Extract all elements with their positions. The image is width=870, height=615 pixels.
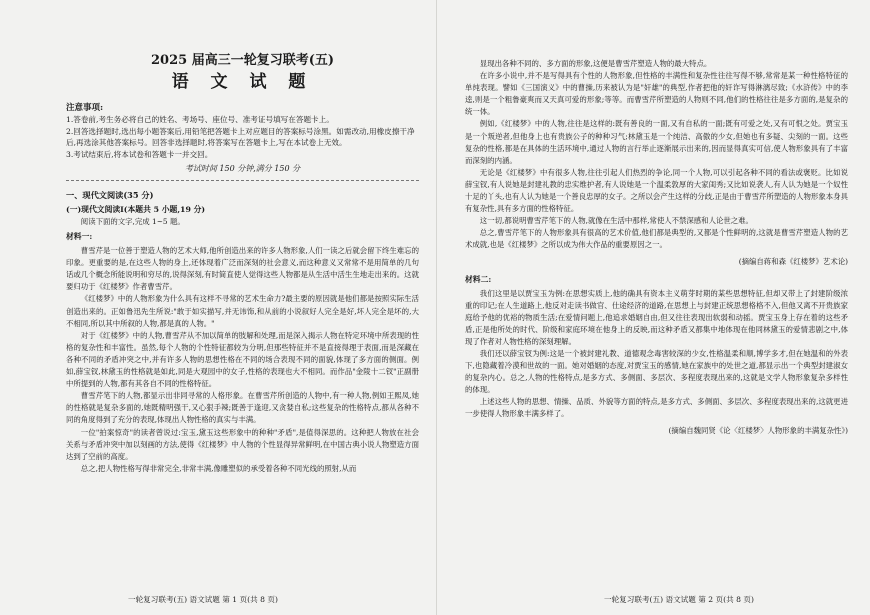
paragraph: 显现出各种不同的、多方面的形象,这便是曹雪芹塑造人物的最大特点。 [479, 59, 712, 68]
exam-time: 考试时间 150 分钟,满分 150 分 [184, 164, 301, 173]
exam-title: 2025 届高三一轮复习联考(五) [150, 53, 334, 68]
paragraph: 上述这些人物的思想、情操、品质、外貌等方面的特点,是多方式、多侧面、多层次、多程度表现出来的,这就更进一步使得人物形象丰满多样了。 [465, 397, 848, 419]
material-label: 材料一: [66, 232, 93, 242]
paragraph: 我们这里是以贾宝玉为例:在思想实质上,他的确具有资本主义萌芽时期的某些思想特征,但却又带上了封建阶级浓重的印记;在人生道路上,他反对走读书做官、仕途经济的道路,在思想上与封建正统思想格格不入,但他又离不开贵族家庭给予他的优裕的物质生活;在爱情问题上,他追求婚姻自由,但又往往表现出软弱和动摇。贾宝玉身上存在着的这些矛盾,正是他所处的时代、阶级和家庭环境在他身上的反映,而这种矛盾又都集中地体现在他同林黛玉的爱情悲剧之中,体现了作者对人物性格的深刻理解。 [465, 288, 848, 346]
paragraph: 总之,曹雪芹笔下的人物形象具有很高的艺术价值,他们都是典型的,又都是个性鲜明的,这就是曹雪芹塑造人物的艺术成就,也是《红楼梦》之所以成为伟大作品的重要原因之一。 [465, 228, 848, 250]
paragraph: 无论是《红楼梦》中有很多人物,往往引起人们热烈的争论,同一个人物,可以引起各种不同的看法或褒贬。比如说薛宝钗,有人说她是封建礼教的忠实维护者,有人说她是一个温柔敦厚的大家闺秀;又比如说袭人,有人认为她是一个奴性十足的丫头,也有人认为她是一个善良忠厚的女子。之所以会产生这样的分歧,正是由于曹雪芹所塑造的人物形象本身具有复杂性,具有多方面的性格特征。 [465, 167, 848, 214]
paragraph: 对于《红楼梦》中的人物,曹雪芹从不加以简单的肢解和处理,而是深入揭示人物在特定环境中所表现的性格的复杂性和丰富性。虽然,每个人物的个性特征都较为分明,但那些特征并不是直接得理于表面,而是深藏在各种不同的矛盾冲突之中,并有许多人物的思想性格在不同的场合表现不同的面貌,体现了多方面的侧面。例如,薛宝钗,林黛玉的性格就是如此,同是大观园中的女子,性格的表现也大不相同。而作品"金陵十二钗"正副册中所提到的人物,都有其各自不同的性格特征。 [66, 330, 419, 389]
notice-item-3: 3.考试结束后,将本试卷和答题卡一并交回。 [66, 149, 213, 159]
paragraph: 一位"拍案惊奇"的读者曾说过:宝玉,黛玉这些形象中的种种"矛盾",是值得深思的。这种把人物放在社会关系与矛盾冲突中加以刻画的方法,使得《红楼梦》中人物的个性显得异常鲜明,在中国古典小说人物塑造方面达到了空前的高度。 [66, 427, 419, 461]
paragraph: 总之,把人物性格写得非常完全,非常丰满,像雕塑似的承受着各种不同光线的照射,从而 [80, 463, 357, 473]
material-label: 材料二: [465, 274, 492, 284]
exam-subtitle: 语 文 试 题 [171, 72, 314, 92]
paragraph: 曹雪芹笔下的人物,都显示出非同寻常的人格形象。在曹雪芹所创造的人物中,有一种人物,例如王熙凤,她的性格就是复杂多面的,她既精明强干,又心狠手辣;既善于逢迎,又贪婪自私;这些复杂的性格特点,都从各种不同的角度得到了充分的表现,体现出人物性格的真实与丰满。 [66, 391, 419, 425]
notice-heading: 注意事项: [66, 103, 104, 113]
section-heading: 一、现代文阅读(35 分) [66, 190, 154, 200]
source-citation: (摘编自魏同贤《论〈红楼梦〉人物形象的丰满复杂性》) [668, 425, 848, 435]
reading-instruction: 阅读下面的文字,完成 1~5 题。 [80, 217, 185, 226]
paragraph: 在许多小说中,并不是写得具有个性的人物形象,但性格的丰满性和复杂性往往写得不够,常常是某一种性格特征的单纯表现。譬如《三国演义》中的曹操,历来被认为是"奸雄"的典型,作者把他的奸诈写得淋漓尽致;《水浒传》中的李逵,则是一个粗鲁豪爽而又天真可爱的形象;等等。而曹雪芹所塑造的人物则不同,他们的性格往往是多方面的,是复杂的统一体。 [465, 71, 848, 117]
paragraph: 这一切,都说明曹雪芹笔下的人物,就像在生活中那样,常使人不禁深感和人论世之难。 [479, 216, 753, 226]
page-footer-2: 一轮复习联考(五) 语文试题 第 2 页(共 8 页) [604, 595, 754, 604]
exam-page-2 [437, 0, 870, 615]
section-separator [66, 180, 419, 181]
source-citation: (摘编自蒋和森《红楼梦》艺术论) [738, 256, 848, 266]
notice-item-2: 2.回答选择题时,选出每小题答案后,用铅笔把答题卡上对应题目的答案标号涂黑。如需改动,用橡皮擦干净后,再选涂其他答案标号。回答非选择题时,将答案写在答题卡上,写在本试卷上无效。 [66, 126, 415, 147]
subsection-heading: (一)现代文阅读Ⅰ(本题共 5 小题,19 分) [66, 205, 206, 214]
paragraph: 例如,《红楼梦》中的人物,往往是这样的:既有善良的一面,又有自私的一面;既有可爱之处,又有可恨之处。贾宝玉是一个叛逆者,但他身上也有贵族公子的种种习气;林黛玉是一个纯洁、高傲的少女,但她也有多疑、尖刻的一面。这些复杂的性格,都是在具体的生活环境中,通过人物的言行举止逐渐展示出来的,因而显得真实可信,使人物形象具有了丰富而深刻的内涵。 [465, 119, 848, 165]
page-footer-1: 一轮复习联考(五) 语文试题 第 1 页(共 8 页) [128, 595, 278, 604]
paragraph: 曹雪芹是一位善于塑造人物的艺术大师,他所创造出来的许多人物形象,人们一读之后就会留下终生难忘的印象。更重要的是,在这些人物的身上,还体现着广泛而深刻的社会意义,而这种意义又常常不是用简单的几句话或几个概念所能说明和穷尽的,说得深刻,有时简直使人觉得这些人物都是从生活中活生生地走出来的。这就要归功于《红楼梦》作者曹雪芹。 [66, 246, 419, 292]
notice-item-1: 1.答卷前,考生务必将自己的姓名、考场号、座位号、准考证号填写在答题卡上。 [66, 115, 334, 124]
paragraph: 我们还以薛宝钗为例:这是一个被封建礼教、道德观念毒害较深的少女,性格温柔和顺,博学多才,但在她温和的外表下,也隐藏着冷漠和世故的一面。她对婚姻的态度,对贾宝玉的感情,她在家族中的处世之道,都显示出一个典型封建淑女的复杂内心。总之,人物的性格特点,是多方式、多侧面、多层次、多程度表现出来的,这就是文学人物形象复杂多样性的体现。 [465, 348, 848, 395]
paragraph: 《红楼梦》中的人物形象为什么具有这样不寻常的艺术生命力?最主要的原因就是他们都是按照实际生活创造出来的。正如鲁迅先生所说:"敢于如实描写,并无讳饰,和从前的小说叙好人完全是好,坏人完全是坏的,大不相同,所以其中所叙的人物,都是真的人物。" [66, 294, 419, 328]
